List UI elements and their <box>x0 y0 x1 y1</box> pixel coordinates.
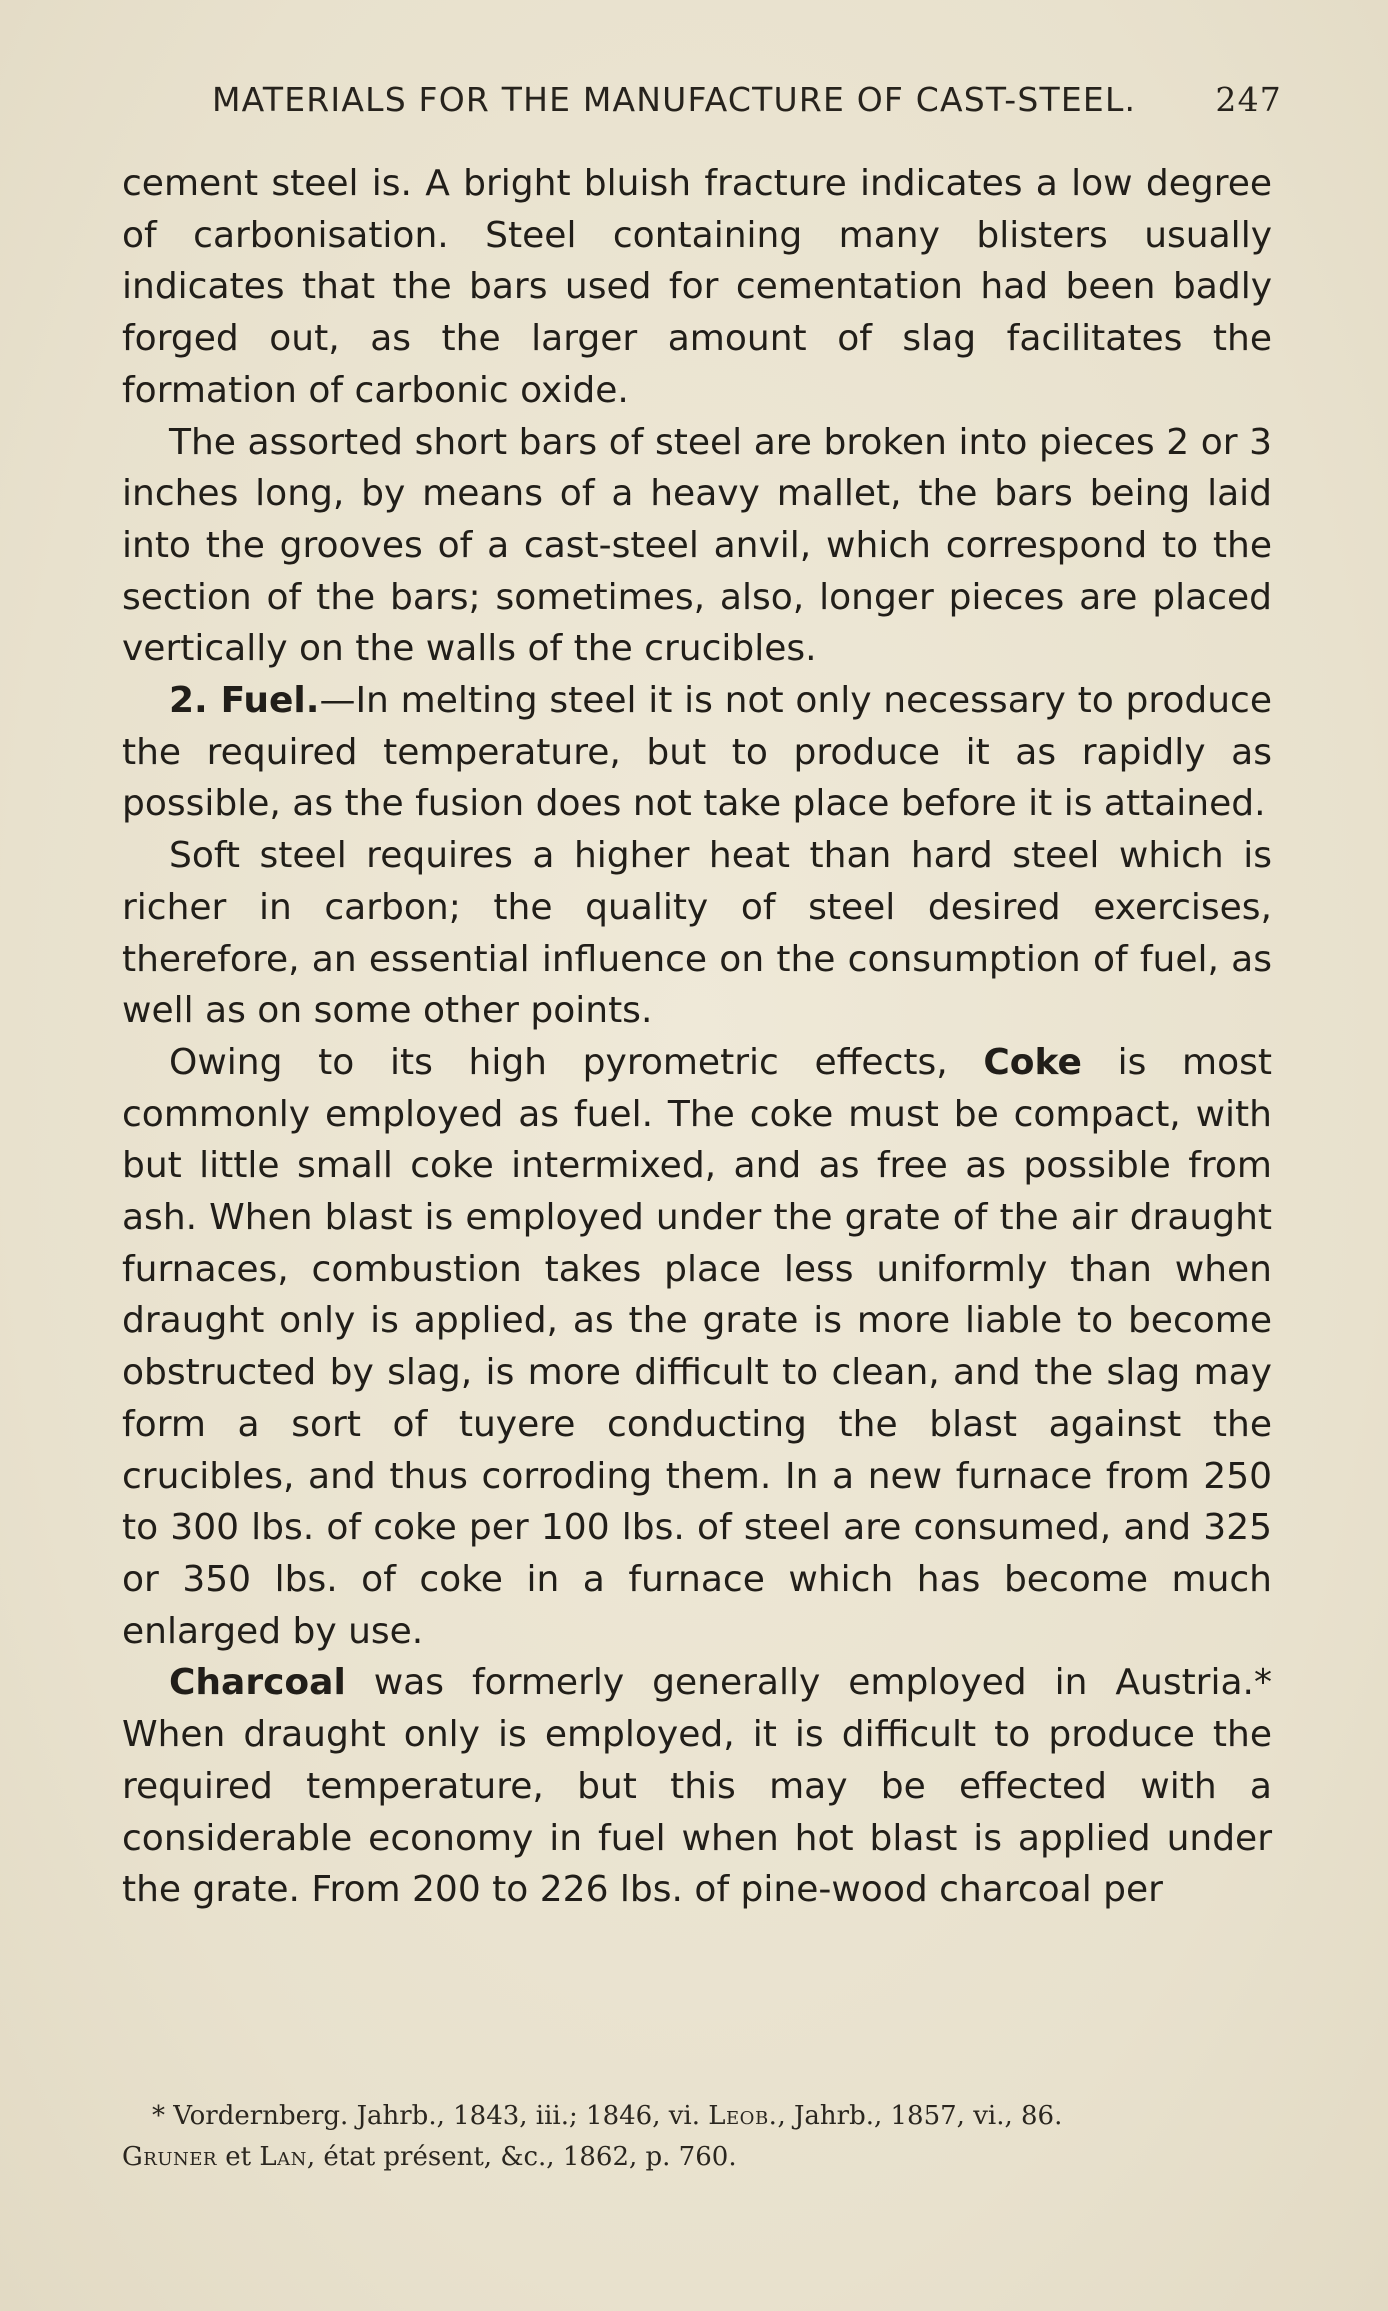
term-coke: Coke <box>983 1041 1082 1083</box>
paragraph-5-text-a: Owing to its high pyrometric effects, <box>169 1041 984 1083</box>
footnote-text-2: , Jahrb., 1857, vi., 86. <box>777 2101 1063 2131</box>
footnote-text-3: et <box>216 2142 260 2172</box>
paragraph-3 <box>122 675 1272 830</box>
body-text <box>122 158 1272 1916</box>
footnote-author-lan: Lan <box>259 2142 307 2172</box>
section-heading-fuel: 2. Fuel. <box>169 680 320 722</box>
paragraph-4: Soft steel requires a higher heat than hard steel which is richer in carbon; the quality of steel desired exercises, therefore, an essential influence on the consumption of fuel, as well as on some other points. <box>122 835 1272 1032</box>
term-charcoal: Charcoal <box>169 1662 346 1704</box>
running-title: MATERIALS FOR THE MANUFACTURE OF CAST-STEEL. <box>212 80 1137 119</box>
paragraph-3-text: —In melting steel it is not only necessary to produce the required temperature, but to produce it as rapidly as possible, as the fusion does not take place before it is attained. <box>122 680 1272 825</box>
paragraph-6-text: was formerly generally employed in Austria.* When draught only is employed, it is difficult to produce the required temperature, but this may be effected with a considerable economy in fuel when hot blast is applied under the grate. From 200 to 226 lbs. of pine-wood charcoal per <box>122 1662 1272 1911</box>
footnote-abbrev-leob: Leob. <box>708 2101 778 2131</box>
paragraph-1: cement steel is. A bright bluish fracture indicates a low degree of carbonisation. Steel containing many blisters usually indicates that the bars used for cementation had been badly forged out, as the larger amount of slag facilitates the formation of carbonic oxide. <box>122 163 1272 411</box>
paragraph-5 <box>122 1037 1272 1657</box>
paragraph-5-text-b: is most commonly employed as fuel. The coke must be compact, with but little small coke intermixed, and as free as possible from ash. When blast is employed under the grate of the air draught furnaces, combustion takes place less uniformly than when draught only is applied, as the grate is more liable to become obstructed by slag, is more difficult to clean, and the slag may form a sort of tuyere conducting the blast against the crucibles, and thus corroding them. In a new furnace from 250 to 300 lbs. of coke per 100 lbs. of steel are consumed, and 325 or 350 lbs. of coke in a furnace which has become much enlarged by use. <box>122 1041 1273 1652</box>
paragraph-6 <box>122 1657 1272 1916</box>
footnote <box>122 2096 1272 2178</box>
footnote-line-2 <box>122 2137 1272 2178</box>
footnote-text-4: , état présent, &c., 1862, p. 760. <box>306 2142 737 2172</box>
paragraph-2: The assorted short bars of steel are broken into pieces 2 or 3 inches long, by means of a heavy mallet, the bars being laid into the grooves of a cast-steel anvil, which correspond to the section of the bars; sometimes, also, longer pieces are placed vertically on the walls of the crucibles. <box>122 421 1272 670</box>
footnote-author-gruner: Gruner <box>122 2142 217 2172</box>
page-header <box>122 80 1282 130</box>
footnote-text-1: * Vordernberg. Jahrb., 1843, iii.; 1846, vi. <box>152 2101 709 2131</box>
footnote-line-1 <box>122 2096 1272 2137</box>
page-number: 247 <box>1215 80 1282 119</box>
